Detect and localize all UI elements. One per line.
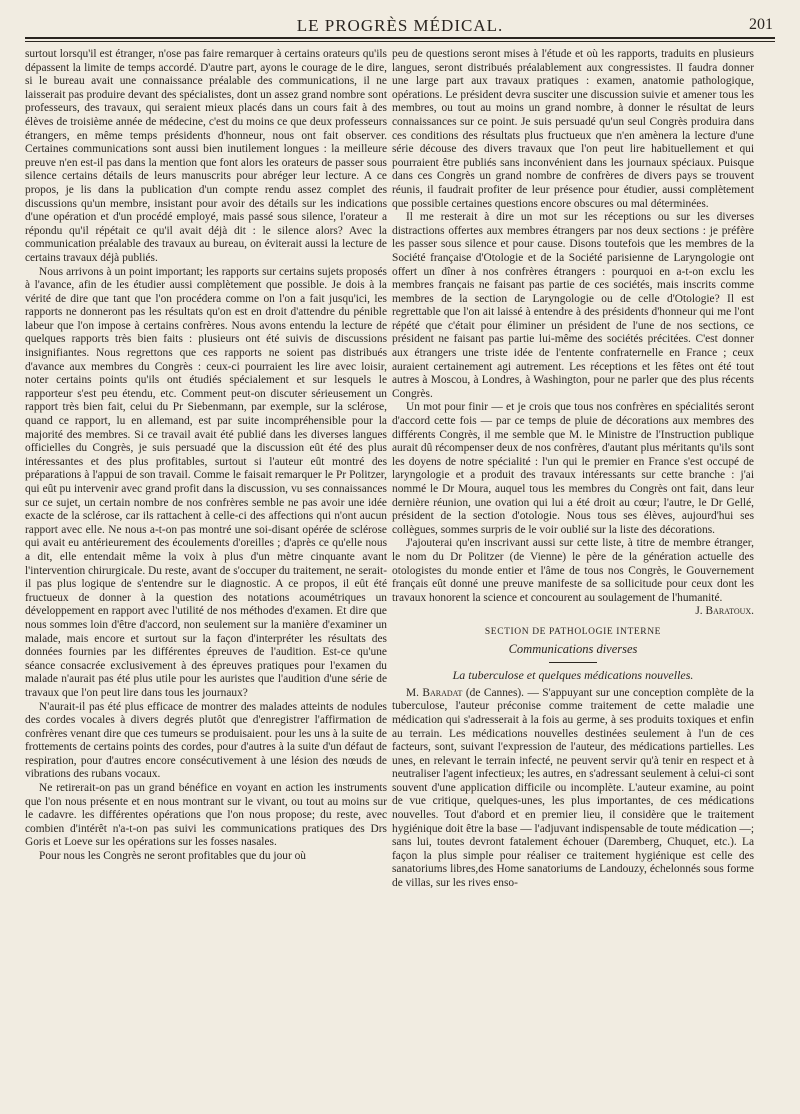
paragraph: Il me resterait à dire un mot sur les réceptions ou sur les diverses distractions offertes aux membres étrangers par nos deux sections : je préfère les passer sous silence et pour cause. Disons toutefois que les membres de la Société française d'Otologie et de la Société parisienne de Laryngologie ont offert un dîner à nos confrères étrangers : pourquoi en a-t-on exclu les membres français ne faisant pas partie de ces sociétés, mais inscrits comme membres de la section de Laryngologie ou de celle d'Otologie? Il est regrettable que l'on ait laissé à entendre à des présidents d'honneur qui me l'ont répété que c'était pour éliminer un président de l'une de nos sections, ce président ne faisant pas partie lui-même des sociétés précitées. C'est donner aux étrangers une triste idée de l'entente confraternelle en France ; ceux auraient certainement agi autrement. Les réceptions et les fêtes ont été tout autres à Moscou, à Londres, à Washington, pour ne parler que des plus récents Congrès.	[392, 211, 754, 400]
paragraph: surtout lorsqu'il est étranger, n'ose pas faire remarquer à certains orateurs qu'ils dépassent la limite de temps accordé. D'autre part, ayons le courage de le dire, si le bureau avait une connaissance préalable des communications, il ne laisserait pas produire devant des spécialistes, dont un assez grand nombre sont professeurs, des travaux, qui seraient mieux placés dans un cours fait à des élèves de troisième année de médecine, c'est du moins ce que deux professeurs étrangers, en même temps présidents d'honneur, nous ont fait observer. Certaines communications sont aussi bien inutilement longues : la meilleure preuve n'en est-il pas dans la mention que font alors les orateurs de passer sous silence certains détails de leurs manuscrits pour abréger leur lecture. A ce propos, je lis dans la publication d'un compte rendu assez complet des discussions qu'un membre, insistant pour avoir des détails sur les indications d'une opération et d'un procédé employé, mais passé sous silence, l'orateur a répondu qu'il répétait ce qu'il avait déjà dit : le silence alors? Avec la communication préalable des travaux au bureau, on éviterait aussi la lecture de certains travaux déjà publiés.	[25, 48, 387, 264]
article-author: M. Baradat	[406, 686, 463, 699]
header-rule-thin	[25, 41, 775, 42]
divider	[549, 662, 597, 663]
signature: J. Baratoux.	[695, 605, 754, 618]
running-header	[25, 14, 775, 38]
paragraph: Un mot pour finir — et je crois que tous nos confrères en spécialités seront d'accord cette fois — par ce temps de pluie de décorations aux membres des différents Congrès, il me semble que M. le Ministre de l'Instruction publique aurait dû récompenser deux de nos confrères, d'autant plus méritants qu'ils sont les doyens de notre spécialité : l'un qui le premier en France s'est occupé de laryngologie et a produit des travaux intéressants sur cette branche : j'ai nommé le Dr Moura, auquel tous les membres du Congrès ont fait, dans leur dernière réunion, une ovation qui lui a été droit au cœur; l'autre, le Dr Gellé, président de la section d'otologie. Nous tous ses élèves, aujourd'hui ses collègues, sommes surpris de le voir oublié sur la liste des décorations.	[392, 401, 754, 536]
article-paragraph	[392, 687, 754, 891]
header-rule-thick	[25, 37, 775, 39]
paragraph: peu de questions seront mises à l'étude et où les rapports, traduits en plusieurs langues, seront distribués préalablement aux congressistes. Il faudra donner une large part aux travaux pratiques : examen, anatomie pathologique, opérations. Le président devra susciter une discussion suivie et amener tous les membres, ou tout au moins un grand nombre, à donner le résultat de leurs connaissances sur ce point. Je suis persuadé qu'un seul Congrès produira dans ces conditions des résultats plus fructueux que n'en amènera la lecture d'une série découse des divers travaux que l'on peut lire habituellement et qui pourraient être publiés sans inconvénient dans les journaux spéciaux. Puisque dans ces Congrès un grand nombre de confrères de divers pays se trouvent réunis, il faudrait profiter de leur présence pour étudier, aussi complètement que possible certaines questions encore obscures ou mal déterminées.	[392, 48, 754, 210]
paragraph: Ne retirerait-on pas un grand bénéfice en voyant en action les instruments que l'on nous présente et en nous montrant sur le vivant, ou tout au moins sur le cadavre. les différentes opérations que l'on nous propose; du reste, avec combien d'intérêt n'a-t-on pas suivi les communications pratiques des Drs Goris et Loeve sur les opérations sur les fosses nasales.	[25, 782, 387, 849]
paragraph: J'ajouterai qu'en inscrivant aussi sur cette liste, à titre de membre étranger, le nom du Dr Politzer (de Vienne) le père de la génération actuelle des otologistes du monde entier et l'âme de tous nos Congrès, le Gouvernement français eût donné une preuve manifeste de sa sollicitude pour ceux dont les travaux honorent la science et concourent au soulagement de l'humanité.	[392, 537, 754, 604]
right-column	[392, 48, 754, 1106]
article-body: (de Cannes). — S'appuyant sur une conception complète de la tuberculose, l'auteur préconise comme traitement de cette maladie une médication qui s'adresserait à la fois au germe, à ses produits toxiques et enfin au terrain. Les médications nouvelles destinées seulement à l'un de ces facteurs, sont, suivant l'expression de l'auteur, des médications partielles. Les unes, en relevant le terrain infecté, ne peuvent servir qu'à tenir en respect et à neutraliser l'agent infectieux; les autres, en s'adressant seulement à celui-ci sont souvent d'une application difficile ou incomplète. L'auteur examine, au point de vue critique, quelques-unes, les plus importantes, de ces médications nouvelles. Tout d'abord et en premier lieu, il considère que le traitement hygiénique doit être la base — l'adjuvant indispensable de toute médication —; sans lui, toutes devront fatalement échouer (Daremberg, Chuquet, etc.). La façon la plus simple pour réaliser ce traitement hygiénique est celle des sanatoriums libres,des Home sanatoriums de Landouzy, échelonnés sous forme de villas, sur les rives enso-	[392, 686, 754, 890]
subsection-title: Communications diverses	[508, 641, 638, 656]
paragraph: Pour nous les Congrès ne seront profitables que du jour où	[39, 850, 307, 863]
page-number: 201	[749, 16, 773, 33]
section-title: SECTION DE PATHOLOGIE INTERNE	[484, 626, 662, 637]
article-title: La tuberculose et quelques médications nouvelles.	[452, 668, 694, 683]
paragraph: Nous arrivons à un point important; les rapports sur certains sujets proposés à l'avance, afin de les étudier aussi complètement que possible. Je dois à la vérité de dire que tant que l'on procédera comme on l'on a fait jusqu'ici, les rapports ne donneront pas les résultats qu'on est en droit d'attendre du pénible labeur que l'on impose à certains confrères. Nous avons entendu la lecture de quelques rapports très bien faits : plusieurs ont été suivis de discussions insignifiantes. Nous regrettons que ces rapports ne soient pas distribués d'avance aux membres du Congrès : ceux-ci pourraient les lire avec loisir, noter certains points qu'ils ont étudiés spécialement et sur lesquels le rapporteur s'est peu étendu, etc. Comment peut-on discuter sérieusement un rapport très bien fait, celui du Pr Siebenmann, par exemple, sur la sclérose, quand ce rapport, lu en allemand, est par suite incompréhensible pour la majorité des membres. Si ce travail avait été publié dans les diverses langues officielles du Congrès, je suis persuadé que la discussion eût été des plus intéressantes et des plus profitables, surtout si l'auteur eût montré des préparations à l'appui de son travail. Comme le faisait remarquer le Pr Politzer, qui eût pu intervenir avec grand profit dans la discussion, vu ses connaissances sur ce sujet, un certain nombre de nos confrères semble ne pas avoir une idée exacte de la sclérose, car ils rattachent à celle-ci des affections qui n'ont aucun rapport avec elle. Ne nous a-t-on pas montré une soi-disant opérée de sclérose qui avait eu antérieurement des écoulements d'oreilles ; d'après ce qu'elle nous a dit, elle entendait même la voix à plus d'un mètre cinquante avant l'intervention chirurgicale. Du reste, avant de s'occuper du traitement, ne serait-il pas plus logique de s'entendre sur le diagnostic. A ce propos, il eût été fructueux de donner à la question des notations acoumétriques un développement en rapport avec l'utilité de nos méthodes d'examen. Et dire que nous sommes loin d'être d'accord, non seulement sur la manière d'examiner un malade, mais encore et surtout sur la façon d'interpréter les résultats des données fournies par les différentes épreuves de l'audition. Est-ce qu'une séance consacrée exclusivement à des épreuves pratiques pour l'examen du malade n'aurait pas été plus utile pour les auristes que l'audition d'une série de travaux que l'on peut lire dans tous les journaux?	[25, 265, 387, 699]
left-column	[25, 48, 387, 1106]
journal-title: LE PROGRÈS MÉDICAL.	[296, 16, 504, 35]
paragraph: N'aurait-il pas été plus efficace de montrer des malades atteints de nodules des cordes vocales à divers degrés plutôt que d'enregistrer l'affirmation de confrères venant dire que ces tumeurs se produisaient. pour les uns à la suite de frottements de certains points des cordes, pour d'autres à la suite d'un défaut de respiration, pour d'autres encore consécutivement à une lésion des nœuds de vibrations des rubans vocaux.	[25, 700, 387, 781]
